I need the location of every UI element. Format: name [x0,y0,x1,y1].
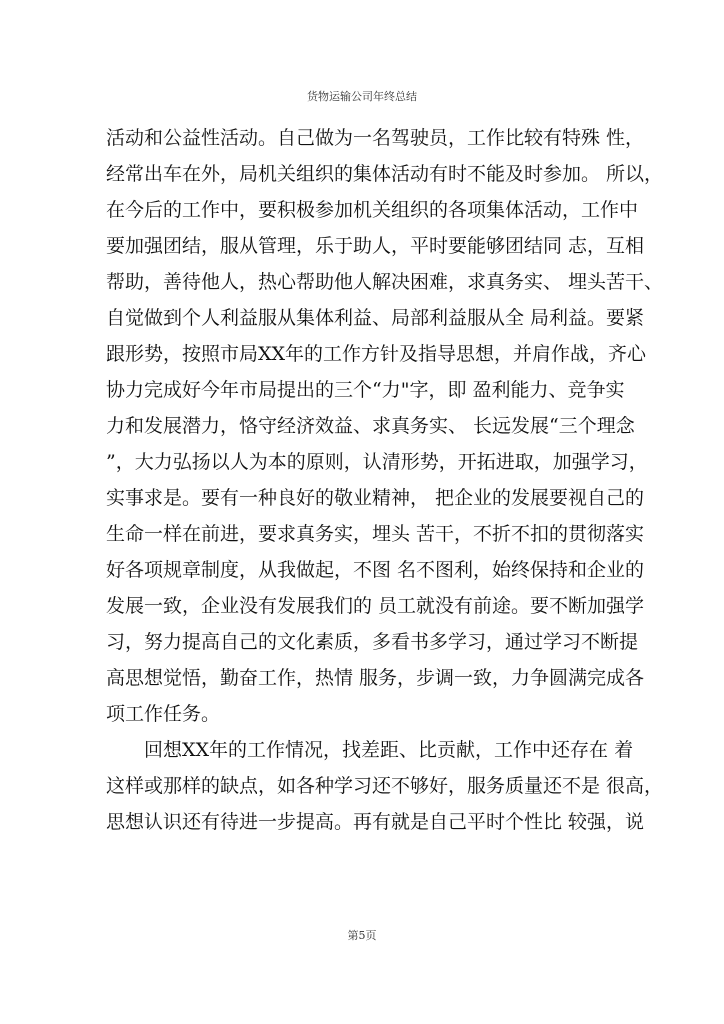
paragraph-start-line: 回想XX年的工作情况，找差距、比贡献，工作中还存在 着 [144,739,634,761]
text-line: 跟形势，按照市局XX年的工作方针及指导思想，并肩作战，齐心 [106,343,647,365]
text-line: 这样或那样的缺点，如各种学习还不够好，服务质量还不是 很高， [106,775,664,797]
text-line: 协力完成好今年市局提出的三个“力"字，即 盈利能力、竞争实 [106,379,625,401]
text-line: 实事求是。要有一种良好的敬业精神， 把企业的发展要视自己的 [106,487,645,509]
page-header: 货物运输公司年终总结 [307,90,417,103]
text-line: 好各项规章制度，从我做起，不图 名不图利，始终保持和企业的 [106,559,645,581]
text-line: 自觉做到个人利益服从集体利益、局部利益服从全 局利益。要紧 [106,307,645,329]
body-text [106,120,664,840]
text-line: ”，大力弘扬以人为本的原则，认清形势，开拓进取，加强学习， [106,451,648,473]
text-line: 力和发展潜力，恪守经济效益、求真务实、 长远发展“三个理念 [106,415,635,437]
text-line: 在今后的工作中，要积极参加机关组织的各项集体活动，工作中 [106,199,639,221]
text-line: 生命一样在前进，要求真务实，埋头 苦干，不折不扣的贯彻落实 [106,523,645,545]
page-number: 第5页 [347,929,377,942]
text-line: 习，努力提高自己的文化素质，多看书多学习，通过学习不断提 [106,631,639,653]
text-line: 帮助，善待他人，热心帮助他人解决困难，求真务实、 埋头苦干、 [106,271,664,293]
text-line: 高思想觉悟，勤奋工作，热情 服务，步调一致，力争圆满完成各 [106,667,645,689]
text-line: 活动和公益性活动。自己做为一名驾驶员，工作比较有特殊 性， [106,127,645,149]
text-line: 要加强团结，服从管理，乐于助人，平时要能够团结同 志，互相 [106,235,645,257]
text-line: 项工作任务。 [106,703,221,725]
text-line: 发展一致，企业没有发展我们的 员工就没有前途。要不断加强学 [106,595,645,617]
text-line: 思想认识还有待进一步提高。再有就是自己平时个性比 较强，说 [106,811,645,833]
text-line: 经常出车在外，局机关组织的集体活动有时不能及时参加。 所以， [106,163,664,185]
